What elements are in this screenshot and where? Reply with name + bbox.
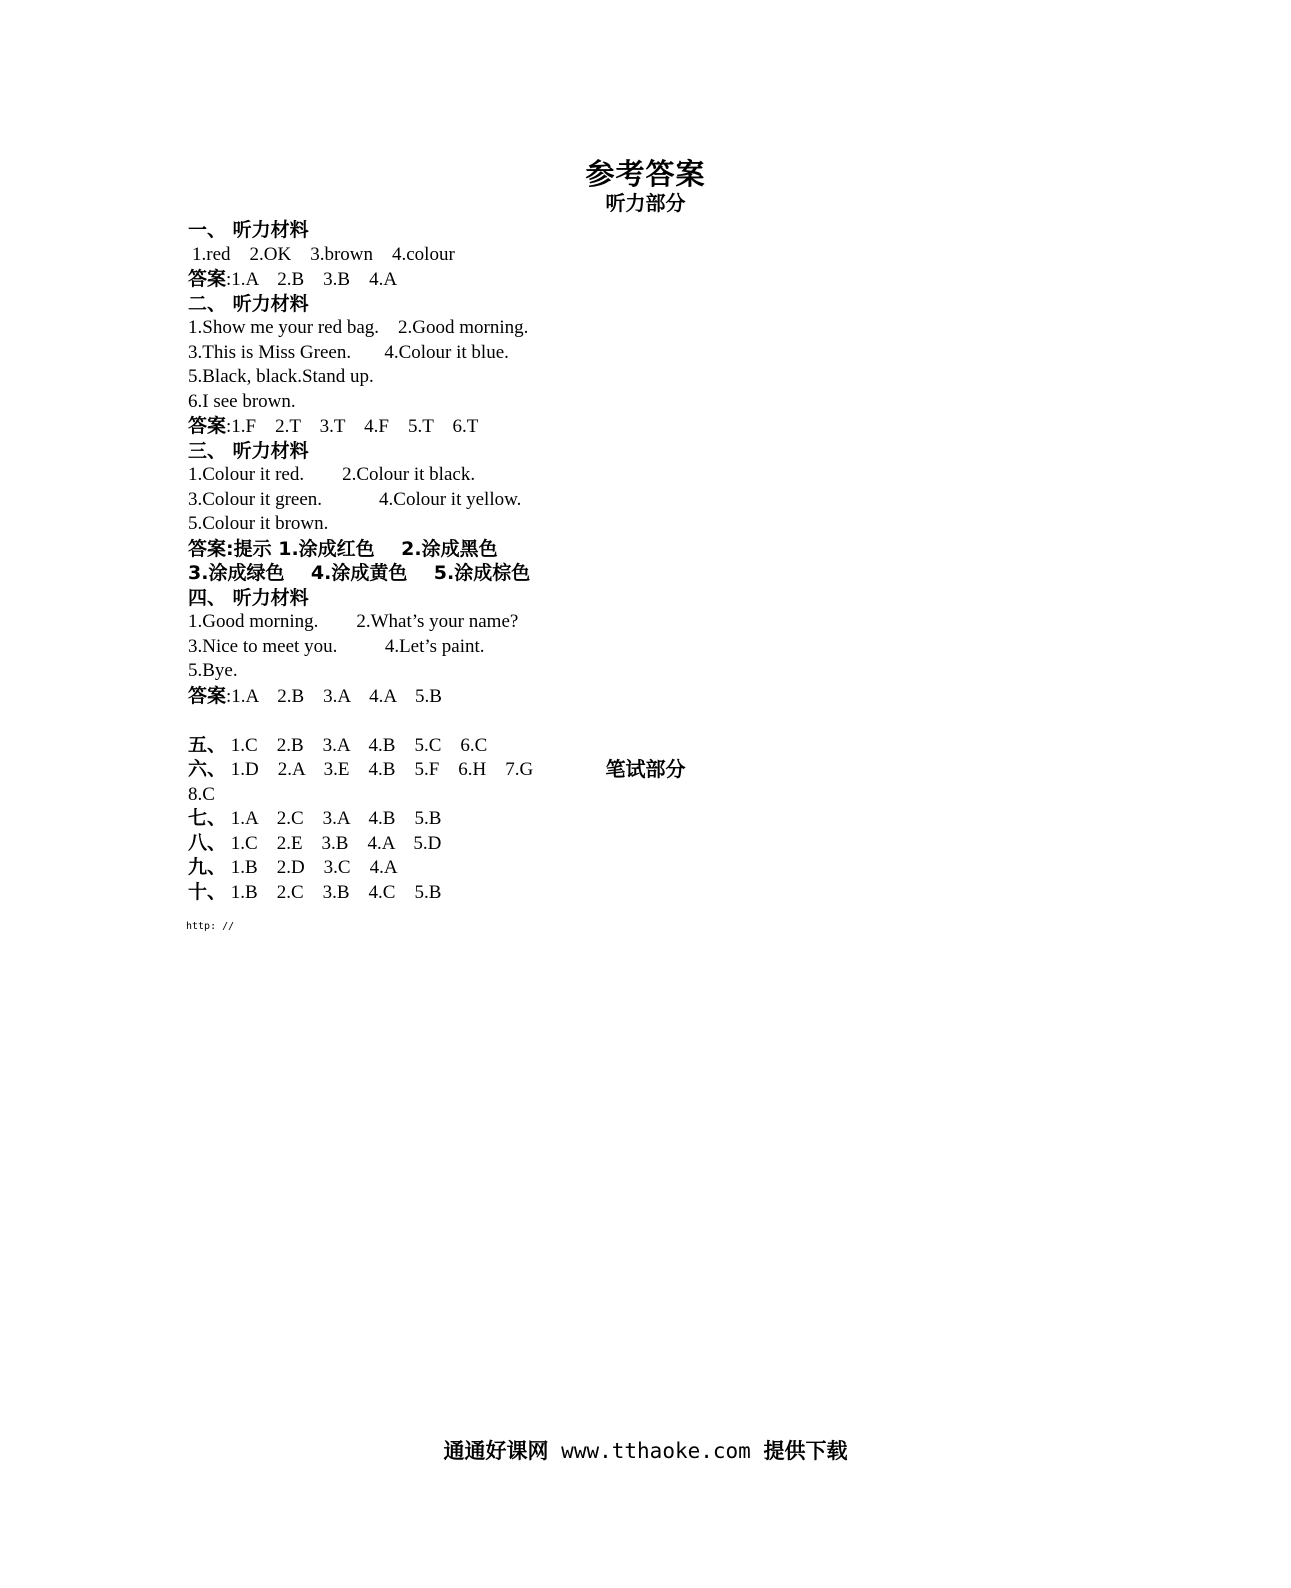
question-number: 七、 [188, 807, 227, 829]
listening-material-line: 3.Colour it green. 4.Colour it yellow. [188, 488, 522, 510]
writing-heading: 笔试部分 [605, 757, 686, 781]
answer-label: 答案 [188, 415, 227, 437]
written-answers: 1.C 2.E 3.B 4.A 5.D [226, 832, 442, 854]
written-answer-row [188, 880, 618, 905]
written-answers: 1.B 2.D 3.C 4.A [226, 857, 398, 878]
written-answers: 1.D 2.A 3.E 4.B 5.F 6.H 7.G [226, 759, 534, 780]
answer-values: :1.A 2.B 3.A 4.A 5.B [226, 685, 442, 707]
written-answer-row [188, 855, 618, 880]
answer-values: :1.F 2.T 3.T 4.F 5.T 6.T [226, 416, 479, 437]
answer-line [188, 537, 618, 562]
written-answer-row [188, 831, 618, 856]
listening-material-line: 1.Show me your red bag. 2.Good morning. [188, 317, 529, 338]
listening-material-line: 1.Colour it red. 2.Colour it black. [188, 464, 476, 485]
section-heading: 二、 听力材料 [188, 292, 309, 315]
section-heading: 四、 听力材料 [188, 586, 309, 609]
section-heading: 三、 听力材料 [188, 439, 309, 462]
listening-material-line: 1.Good morning. 2.What’s your name? [188, 611, 519, 632]
footer [0, 1435, 1291, 1467]
answer-label: 答案 [188, 684, 227, 707]
written-answers: 1.C 2.B 3.A 4.B 5.C 6.C [226, 734, 488, 756]
answer-values: :1.A 2.B 3.B 4.A [226, 269, 398, 290]
written-answers: 1.A 2.C 3.A 4.B 5.B [226, 808, 442, 829]
listening-material-line: 5.Bye. [188, 660, 238, 681]
answer-line [188, 684, 618, 709]
question-number: 八、 [188, 831, 227, 854]
answer-hint: :提示 1.涂成红色 2.涂成黑色 [226, 537, 498, 560]
listening-material-line: 5.Black, black.Stand up. [188, 366, 374, 387]
footer-site-url: www.tthaoke.com [548, 1439, 764, 1463]
url-text: http: // [186, 921, 235, 932]
section-heading: 一、 听力材料 [188, 219, 309, 241]
answer-line [188, 267, 618, 292]
answer-line [188, 414, 618, 439]
listening-material-line: 5.Colour it brown. [188, 513, 329, 534]
listening-material-line: 6.I see brown. [188, 390, 296, 412]
question-number: 九、 [188, 856, 227, 878]
written-answers: 1.B 2.C 3.B 4.C 5.B [226, 881, 442, 903]
answer-label: 答案 [188, 537, 227, 560]
written-answer-row [188, 806, 618, 831]
footer-suffix: 提供下载 [763, 1439, 848, 1463]
footer-site-name: 通通好课网 [443, 1439, 549, 1463]
written-answers: 8.C [188, 783, 215, 805]
written-answer-row [188, 782, 618, 807]
written-answer-row [188, 733, 618, 758]
page-title: 参考答案 [585, 157, 706, 191]
listening-material-line: 1.red 2.OK 3.brown 4.colour [192, 243, 455, 265]
answer-hint-line: 3.涂成绿色 4.涂成黄色 5.涂成棕色 [188, 562, 531, 584]
listening-material-line: 3.Nice to meet you. 4.Let’s paint. [188, 635, 485, 657]
listening-material-line: 3.This is Miss Green. 4.Colour it blue. [188, 341, 509, 363]
answer-label: 答案 [188, 268, 227, 290]
question-number: 五、 [188, 733, 227, 756]
answer-content [188, 218, 686, 904]
question-number: 十、 [188, 880, 227, 903]
question-number: 六、 [188, 758, 227, 780]
listening-heading: 听力部分 [605, 191, 686, 215]
